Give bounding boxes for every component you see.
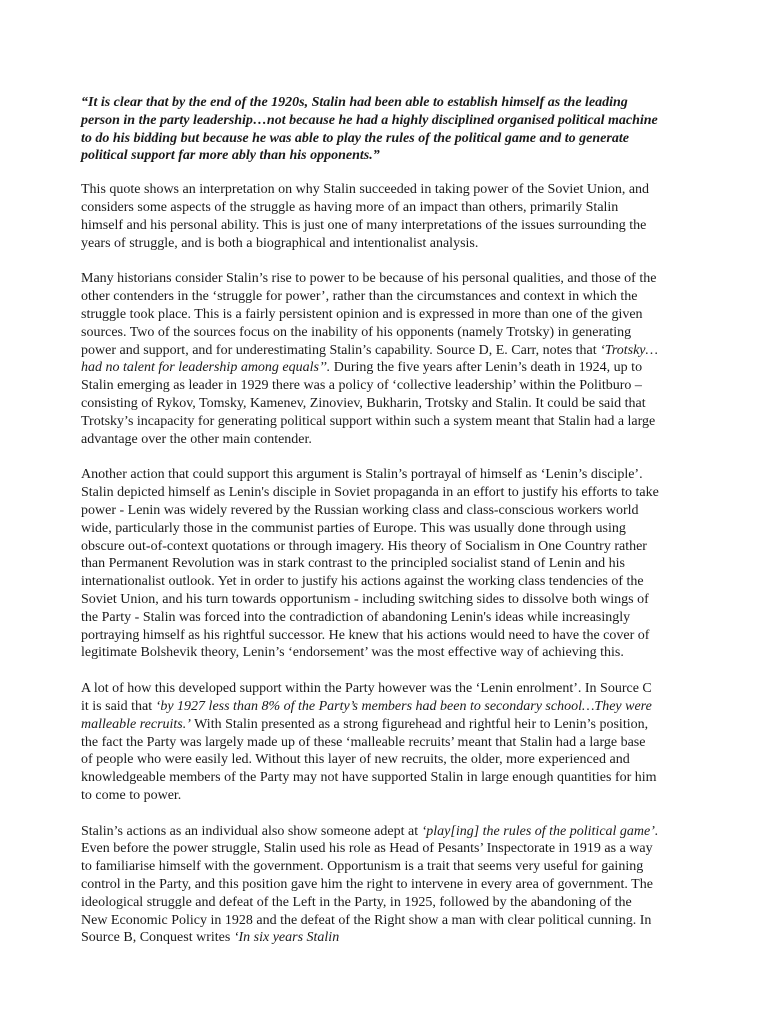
document-body	[81, 94, 659, 947]
paragraph-text: With Stalin presented as a strong figurehead and rightful heir to Lenin’s position, the fact the Party was largely made up of these ‘malleable recruits’ meant that Stalin had a large base of people who were easily led. Without this layer of new recruits, the older, more experienced and knowledgeable members of the Party may not have supported Stalin in large enough quantities for him to come to power.	[81, 716, 657, 803]
paragraph-4	[81, 680, 659, 805]
paragraph-text: Another action that could support this argument is Stalin’s portrayal of himself as ‘Lenin’s disciple’. Stalin depicted himself as Lenin's disciple in Soviet propaganda in an effort to justify his efforts to take power - Lenin was widely revered by the Russian working class and class-conscious workers world wide, particularly those in the communist parties of Europe. This was usually done through using obscure out-of-context quotations or through imagery. His theory of Socialism in One Country rather than Permanent Revolution was in stark contrast to the principled socialist stand of Lenin and his internationalist outlook. Yet in order to justify his actions against the working class tendencies of the Soviet Union, and his turn towards opportunism - including switching sides to dissolve both wings of the Party - Stalin was forced into the contradiction of abandoning Lenin's ideas while increasingly portraying himself as his rightful successor. He knew that his actions would need to have the cover of legitimate Bolshevik theory, Lenin’s ‘endorsement’ was the most effective way of achieving this.	[81, 467, 659, 661]
paragraph-3	[81, 466, 659, 662]
paragraph-text: During the five years after Lenin’s death in 1924, up to Stalin emerging as leader in 1929 there was a policy of ‘collective leadership’ within the Politburo – consisting of Rykov, Tomsky, Kamenev, Zinoviev, Bukharin, Trotsky and Stalin. It could be said that Trotsky’s incapacity for generating political support within such a system meant that Stalin had a large advantage over the other main contender.	[81, 360, 656, 447]
paragraph-text: Even before the power struggle, Stalin used his role as Head of Pesants’ Inspectorate in 1919 as a way to familiarise himself with the government. Opportunism is a trait that seems very useful for gaining control in the Party, and this position gave him the right to intervene in every area of government. The ideological struggle and defeat of the Left in the Party, in 1925, followed by the abandoning of the New Economic Policy in 1928 and the defeat of the Right show a man with clear political cunning. In Source B, Conquest writes	[81, 841, 653, 946]
source-c-quote: ‘by 1927 less than 8% of the Party’s members had been to secondary school…They were malleable recruits.’	[81, 698, 652, 732]
paragraph-text: A lot of how this developed support within the Party however was the ‘Lenin enrolment’. In Source C it is said that	[81, 681, 652, 714]
carr-quote: ‘Trotsky…had no talent for leadership among equals’’.	[81, 342, 658, 376]
paragraph-text: Stalin’s actions as an individual also show someone adept at	[81, 823, 422, 839]
opening-quote: “It is clear that by the end of the 1920s, Stalin had been able to establish himself as the leading person in the party leadership…not because he had a highly disciplined organised political machine to do his bidding but because he was able to play the rules of the political game and to generate political support far more ably than his opponents.”	[81, 95, 658, 164]
paragraph-text: This quote shows an interpretation on why Stalin succeeded in taking power of the Soviet Union, and considers some aspects of the struggle as having more of an impact than others, primarily Stalin himself and his personal ability. This is just one of many interpretations of the issues surrounding the years of struggle, and is both a biographical and intentionalist analysis.	[81, 182, 650, 251]
conquest-quote: ‘In six years Stalin	[233, 930, 340, 946]
paragraph-2	[81, 270, 659, 448]
paragraph-1	[81, 181, 659, 252]
paragraph-5	[81, 823, 659, 948]
paragraph-text: Many historians consider Stalin’s rise to power to be because of his personal qualities, and those of the other contenders in the ‘struggle for power’, rather than the circumstances and context in which the struggle took place. This is a fairly persistent opinion and is expressed in more than one of the given sources. Two of the sources focus on the inability of his opponents (namely Trotsky) in generating power and support, and for underestimating Stalin’s capability. Source D, E. Carr, notes that	[81, 271, 657, 358]
political-game-quote: ‘play[ing] the rules of the political game’.	[421, 823, 659, 839]
